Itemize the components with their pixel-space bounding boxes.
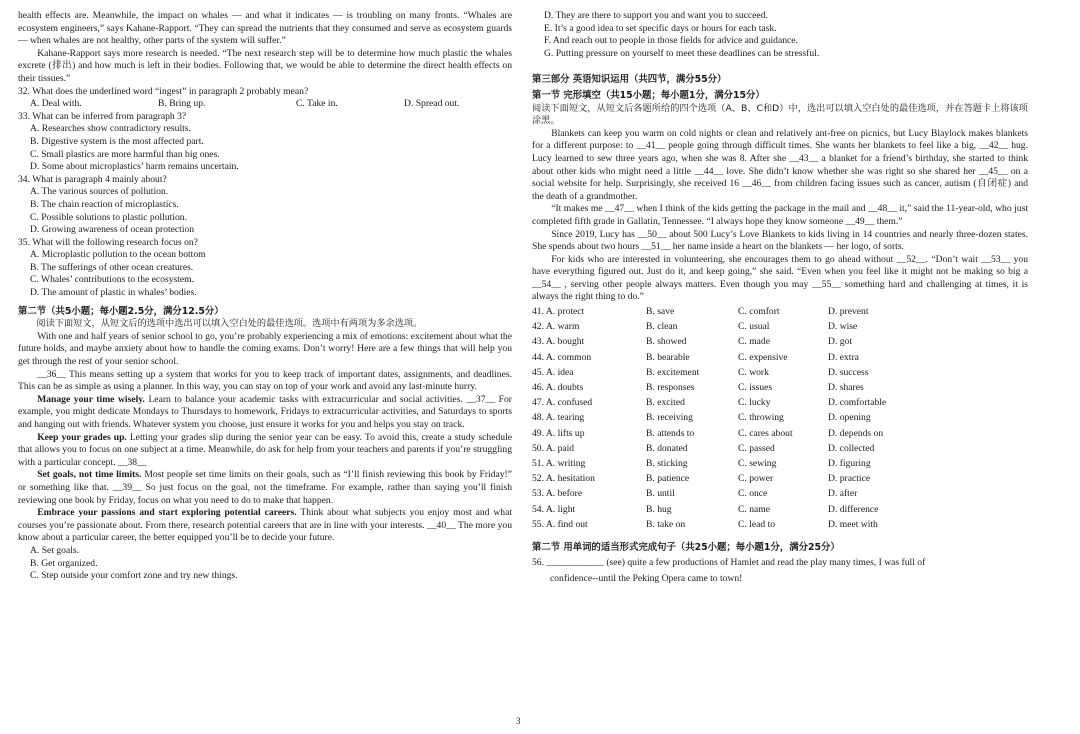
cloze-option-row bbox=[532, 441, 1028, 456]
option: B. showed bbox=[646, 336, 687, 348]
right-column bbox=[532, 10, 1028, 586]
option: 41. A. protect bbox=[532, 306, 585, 318]
option: C. lead to bbox=[738, 518, 776, 530]
option: D. shares bbox=[828, 382, 864, 393]
cloze-option-row bbox=[532, 426, 1028, 441]
paragraph-heading: Manage your time wisely. bbox=[37, 393, 145, 405]
option: B. hug bbox=[646, 503, 672, 515]
question-56: 56. ____________ (see) quite a few productions of Hamlet and read the play many times, I was full of bbox=[532, 557, 926, 569]
passage-paragraph bbox=[18, 469, 512, 507]
option: B. Get organized. bbox=[30, 557, 98, 569]
option: C. throwing bbox=[738, 412, 784, 424]
paragraph-body: Letting your grades slip during the senior year can be easy. To avoid this, create a study schedule that allows you to focus on one subject at a time. Meanwhile, do ask for help from your teachers and parents if you’re struggling with a particular concept. __38__ bbox=[18, 431, 513, 468]
page-number: 3 bbox=[516, 716, 521, 726]
option: B. The sufferings of other ocean creatures. bbox=[30, 261, 194, 273]
option: C. Possible solutions to plastic pollution. bbox=[30, 211, 187, 223]
option: B. excited bbox=[646, 397, 685, 409]
option: D. difference bbox=[828, 503, 879, 515]
option: C. Step outside your comfort zone and try new things. bbox=[30, 570, 238, 582]
option: C. Take in. bbox=[296, 98, 338, 110]
option: 45. A. idea bbox=[532, 366, 574, 378]
section-instructions: 阅读下面短文，从短文后的选项中选出可以填入空白处的最佳选项。选项中有两项为多余选项。 bbox=[36, 318, 423, 330]
option: A. Researches show contradictory results. bbox=[30, 123, 191, 135]
option: C. issues bbox=[738, 382, 773, 393]
option: B. responses bbox=[646, 382, 695, 393]
option: C. lucky bbox=[738, 397, 771, 409]
cloze-option-row bbox=[532, 365, 1028, 380]
paragraph-heading: Embrace your passions and start exploring potential careers. bbox=[37, 507, 297, 519]
option: 43. A. bought bbox=[532, 336, 585, 348]
option: D. prevent bbox=[828, 306, 869, 318]
option: D. practice bbox=[828, 473, 871, 485]
cloze-option-row bbox=[532, 380, 1028, 395]
option: D. Growing awareness of ocean protection bbox=[30, 224, 195, 236]
cloze-option-row bbox=[532, 395, 1028, 410]
option: D. got bbox=[828, 336, 852, 348]
question-32-options bbox=[18, 98, 512, 111]
option: A. Set goals. bbox=[30, 544, 80, 556]
option: B. The chain reaction of microplastics. bbox=[30, 198, 179, 210]
option: F. And reach out to people in those fields for advice and guidance. bbox=[544, 35, 798, 47]
option: B. patience bbox=[646, 473, 690, 485]
option: D. comfortable bbox=[828, 397, 887, 409]
cloze-option-row bbox=[532, 486, 1028, 501]
option: A. Deal with. bbox=[30, 98, 82, 110]
option: B. excitement bbox=[646, 366, 700, 378]
paragraph-heading: Keep your grades up. bbox=[37, 431, 127, 443]
passage-paragraph bbox=[18, 394, 512, 432]
option: D. opening bbox=[828, 412, 871, 424]
option: B. bearable bbox=[646, 351, 690, 363]
paragraph-heading: Set goals, not time limits. bbox=[37, 469, 142, 481]
option: A. The various sources of pollution. bbox=[30, 186, 169, 198]
option: 55. A. find out bbox=[532, 518, 588, 530]
option: C. expensive bbox=[738, 351, 788, 363]
option: C. Small plastics are more harmful than big ones. bbox=[30, 148, 220, 160]
passage-paragraph bbox=[18, 507, 512, 545]
option: 53. A. before bbox=[532, 488, 583, 500]
option: D. The amount of plastic in whales’ bodies. bbox=[30, 287, 197, 299]
option: B. Bring up. bbox=[158, 98, 206, 110]
option: 54. A. light bbox=[532, 503, 576, 515]
cloze-option-row bbox=[532, 334, 1028, 349]
option: 47. A. confused bbox=[532, 397, 593, 409]
question-33: 33. What can be inferred from paragraph 3? bbox=[18, 110, 187, 122]
left-column bbox=[18, 10, 512, 583]
option: D. Some about microplastics’ harm remains uncertain. bbox=[30, 161, 239, 173]
section-title: 第一节 完形填空（共15小题；每小题1分，满分15分） bbox=[532, 89, 765, 101]
cloze-paragraph: Since 2019, Lucy has __50__ about 500 Lucy’s Love Blankets to kids living in 14 countries and nearly three-dozen states. She spends about two hours __51__ her name inside a heart on the blankets — her logo, of sorts. bbox=[532, 228, 1028, 253]
option: D. figuring bbox=[828, 457, 871, 469]
option: D. success bbox=[828, 366, 869, 378]
cloze-option-row bbox=[532, 304, 1028, 319]
option: 51. A. writing bbox=[532, 457, 586, 469]
option: D. meet with bbox=[828, 518, 878, 530]
option: C. name bbox=[738, 503, 770, 515]
section-instructions: 阅读下面短文，从短文后各题所给的四个选项（A、B、C和D）中，选出可以填入空白处的最佳选项，并在答题卡上将该项涂黑。 bbox=[532, 102, 1028, 127]
option: C. comfort bbox=[738, 306, 780, 318]
section-title: 第二节（共5小题；每小题2.5分，满分12.5分） bbox=[18, 305, 224, 317]
paragraph-body: Think about what subjects you enjoy most and what courses you’re passionate about. From there, research potential careers that are in line with your interests. __40__ The more you know about a particular career, the better equipped you’ll be to decide your future. bbox=[18, 507, 512, 544]
option: C. power bbox=[738, 473, 774, 485]
option: 50. A. paid bbox=[532, 442, 575, 454]
section-title: 第二节 用单词的适当形式完成句子（共25小题；每小题1分，满分25分） bbox=[532, 541, 840, 553]
cloze-option-row bbox=[532, 456, 1028, 471]
cloze-option-row bbox=[532, 502, 1028, 517]
option: C. sewing bbox=[738, 457, 777, 469]
option: C. usual bbox=[738, 321, 770, 333]
paragraph-body: Most people set time limits on their goals, such as “I’ll finish reviewing this book by Friday!” or something like that. __39__ So just focus on the goal, not the timeframe. For example, rather than saying you’ll finish reviewing one book by Friday, focus on what you need to do to make that happen. bbox=[18, 469, 512, 506]
question-32: 32. What does the underlined word “ingest” in paragraph 2 probably mean? bbox=[18, 85, 309, 97]
cloze-option-row bbox=[532, 410, 1028, 425]
option: 48. A. tearing bbox=[532, 412, 585, 424]
option: C. made bbox=[738, 336, 770, 348]
option: D. collected bbox=[828, 442, 875, 454]
passage-paragraph: __36__ This means setting up a system that works for you to keep track of important dates, assignments, and deadlines. This can be as simple as using a planner. In this way, you can stay on top of your work and avoid any last-minute hurry. bbox=[18, 368, 512, 393]
passage-paragraph: With one and half years of senior school to go, you’re probably experiencing a mix of emotions: excitement about what the future holds, and maybe anxiety about how to handle the coming exams. Don’t worry! Here are a few things that will help you get through the rest of your senior school. bbox=[18, 330, 512, 368]
option: D. extra bbox=[828, 351, 859, 363]
cloze-paragraph: Blankets can keep you warm on cold nights or clean and relatively ant-free on picnics, but Lucy Blaylock makes blankets for a different purpose: to __41__ people going through difficult times. She wants her blankets to feel like a big, __42__ hug. Lucy learned to sew three years ago, when she was 8. After she __43__ a blanket for a friend’s birthday, she started to think about other kids who might need a little __44__ love. She didn’t know whether she was right so she shared her __45__ on a social website for help. Surprisingly, she received 16 __46__ from children facing issues such as cancer, autism (自闭症) and the death of a grandmother. bbox=[532, 127, 1028, 202]
question-34: 34. What is paragraph 4 mainly about? bbox=[18, 173, 167, 185]
option: 46. A. doubts bbox=[532, 382, 584, 393]
part-title: 第三部分 英语知识运用（共四节，满分55分） bbox=[532, 74, 727, 86]
option: D. They are there to support you and want you to succeed. bbox=[544, 10, 768, 21]
option: C. passed bbox=[738, 442, 775, 454]
option: 44. A. common bbox=[532, 351, 592, 363]
reading-paragraph: health effects are. Meanwhile, the impact on whales — and what it indicates — is troubling on many fronts. “Whales are ecosystem engineers,” says Kahane-Rapport. “They can spread the nutrients that they consumed and serve as ecosystem guards — when whales are not healthy, other parts of the system will suffer.” bbox=[18, 10, 512, 47]
reading-paragraph: Kahane-Rapport says more research is needed. “The next research step will be to determine how much plastic the whales excrete (排出) and how much is left in their bodies. Following that, we would be able to determine the direct health effects on their tissues.” bbox=[18, 47, 512, 84]
option: G. Putting pressure on yourself to meet these deadlines can be stressful. bbox=[544, 47, 820, 59]
option: D. depends on bbox=[828, 427, 884, 439]
passage-paragraph bbox=[18, 432, 512, 470]
option: C. once bbox=[738, 488, 768, 500]
option: C. Whales’ contributions to the ecosystem. bbox=[30, 274, 195, 286]
option: B. attends to bbox=[646, 427, 695, 439]
option: D. after bbox=[828, 488, 858, 500]
cloze-options bbox=[532, 304, 1028, 532]
cloze-option-row bbox=[532, 517, 1028, 532]
option: B. clean bbox=[646, 321, 678, 333]
question-56-continued: confidence--until the Peking Opera came to town! bbox=[550, 573, 743, 585]
option: C. cares about bbox=[738, 427, 793, 439]
option: B. receiving bbox=[646, 412, 693, 424]
option: A. Microplastic pollution to the ocean bottom bbox=[30, 249, 206, 261]
cloze-option-row bbox=[532, 319, 1028, 334]
option: 42. A. warm bbox=[532, 321, 580, 333]
question-35: 35. What will the following research focus on? bbox=[18, 236, 198, 248]
option: B. Digestive system is the most affected part. bbox=[30, 135, 204, 147]
cloze-paragraph: For kids who are interested in volunteering, she encourages them to go ahead without __52__. “Don’t wait __53__ you have everything figured out. Just do it, and keep going,” she said. “Even when you feel like it might not be making so big a __54__ , serving other people always matters. Even though you may __55__ something hard and challenging at times, it is always the right thing to do.” bbox=[532, 253, 1028, 303]
option: B. save bbox=[646, 306, 675, 318]
option: B. donated bbox=[646, 442, 688, 454]
option: 49. A. lifts up bbox=[532, 427, 585, 439]
option: C. work bbox=[738, 366, 769, 378]
cloze-option-row bbox=[532, 350, 1028, 365]
option: 52. A. hesitation bbox=[532, 473, 595, 485]
option: E. It’s a good idea to set specific days or hours for each task. bbox=[544, 22, 777, 34]
option: B. take on bbox=[646, 518, 686, 530]
option: B. sticking bbox=[646, 457, 688, 469]
option: D. Spread out. bbox=[404, 98, 460, 110]
option: D. wise bbox=[828, 321, 858, 333]
option: B. until bbox=[646, 488, 675, 500]
cloze-paragraph: “It makes me __47__ when I think of the kids getting the package in the mail and __48__ it,” said the 11-year-old, who just completed fifth grade in Gallatin, Tennessee. “I always hope they know someone __49__ them.” bbox=[532, 203, 1028, 227]
cloze-option-row bbox=[532, 471, 1028, 486]
paragraph-body: Learn to balance your academic tasks with extracurricular and social activities. __37__ For example, you might dedicate Mondays to Thursdays to homework, Fridays to extracurricular activities, and Saturdays to sports and hanging out with friends. Whatever system you choose, just ensure it works for you and helps you stay on track. bbox=[18, 393, 512, 430]
